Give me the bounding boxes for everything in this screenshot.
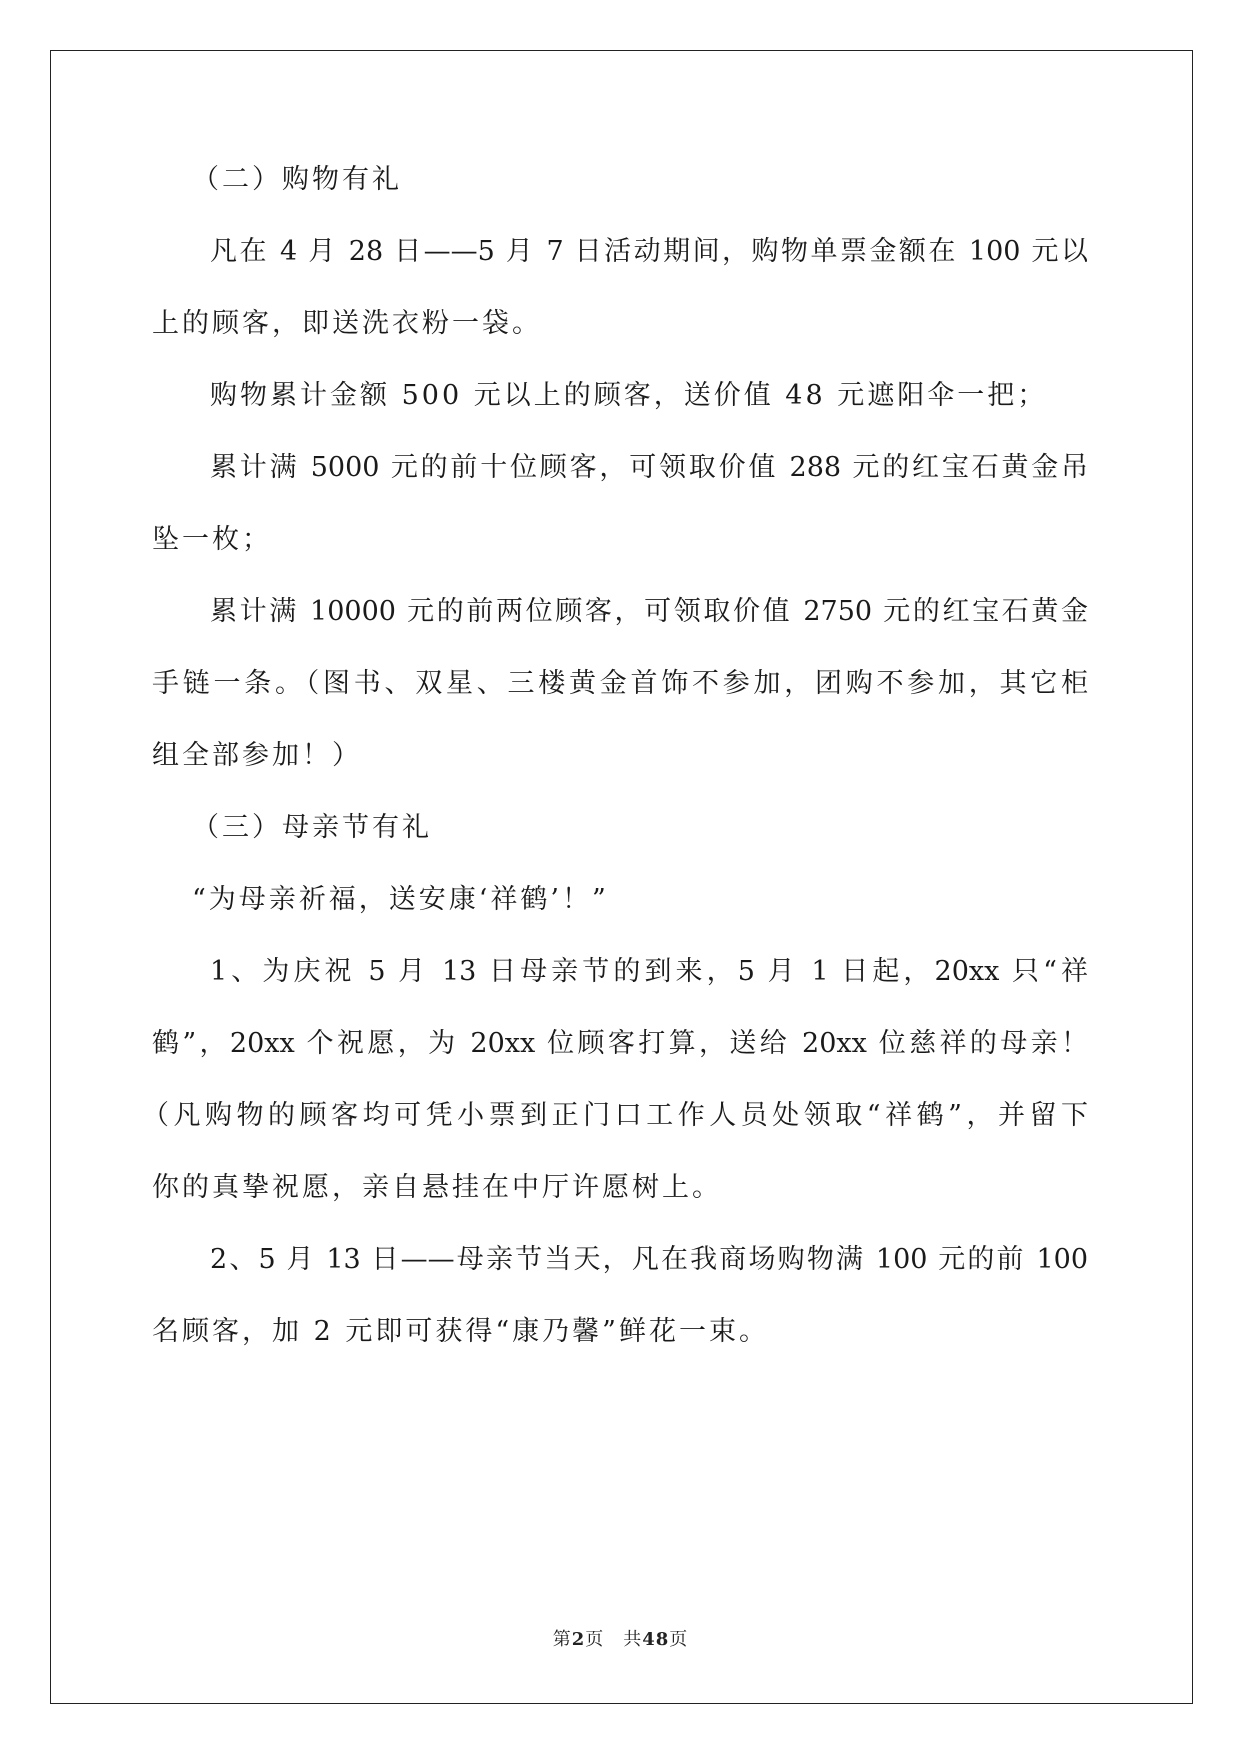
paragraph-line: 组全部参加！）	[152, 740, 362, 771]
total-page-number: 48	[642, 1629, 670, 1650]
paragraph-line: 购物累计金额 500 元以上的顾客，送价值 48 元遮阳伞一把；	[210, 380, 1048, 411]
current-page-number: 2	[571, 1629, 586, 1650]
paragraph-line: 累计满 10000 元的前两位顾客，可领取价值 2750 元的红宝石黄金	[210, 596, 1088, 627]
section-heading-shopping-gift: （二）购物有礼	[192, 164, 402, 195]
paragraph-line: 上的顾客，即送洗衣粉一袋。	[152, 308, 542, 339]
paragraph-line: 名顾客，加 2 元即可获得“康乃馨”鲜花一束。	[152, 1316, 769, 1347]
paragraph-line: 鹤”，20xx 个祝愿，为 20xx 位顾客打算，送给 20xx 位慈祥的母亲！	[152, 1028, 1088, 1059]
paragraph-line: 1、为庆祝 5 月 13 日母亲节的到来，5 月 1 日起，20xx 只“祥	[210, 956, 1088, 987]
paragraph-line: 手链一条。（图书、双星、三楼黄金首饰不参加，团购不参加，其它柜	[152, 668, 1088, 699]
page-footer	[0, 1625, 1241, 1651]
page-border	[50, 50, 1193, 1704]
section-heading-mothers-day: （三）母亲节有礼	[192, 812, 432, 843]
paragraph-line: 坠一枚；	[152, 524, 272, 555]
paragraph-line: 你的真挚祝愿，亲自悬挂在中厅许愿树上。	[152, 1172, 722, 1203]
paragraph-line: （凡购物的顾客均可凭小票到正门口工作人员处领取“祥鹤”，并留下	[142, 1100, 1088, 1131]
paragraph-line: 2、5 月 13 日——母亲节当天，凡在我商场购物满 100 元的前 100	[210, 1244, 1088, 1275]
paragraph-line: 凡在 4 月 28 日——5 月 7 日活动期间，购物单票金额在 100 元以	[210, 236, 1088, 267]
footer-middle: 页 共	[585, 1629, 643, 1650]
paragraph-line: 累计满 5000 元的前十位顾客，可领取价值 288 元的红宝石黄金吊	[210, 452, 1088, 483]
footer-prefix: 第	[552, 1629, 572, 1650]
footer-suffix: 页	[669, 1629, 689, 1650]
slogan-line: “为母亲祈福，送安康‘祥鹤’！”	[192, 884, 609, 915]
